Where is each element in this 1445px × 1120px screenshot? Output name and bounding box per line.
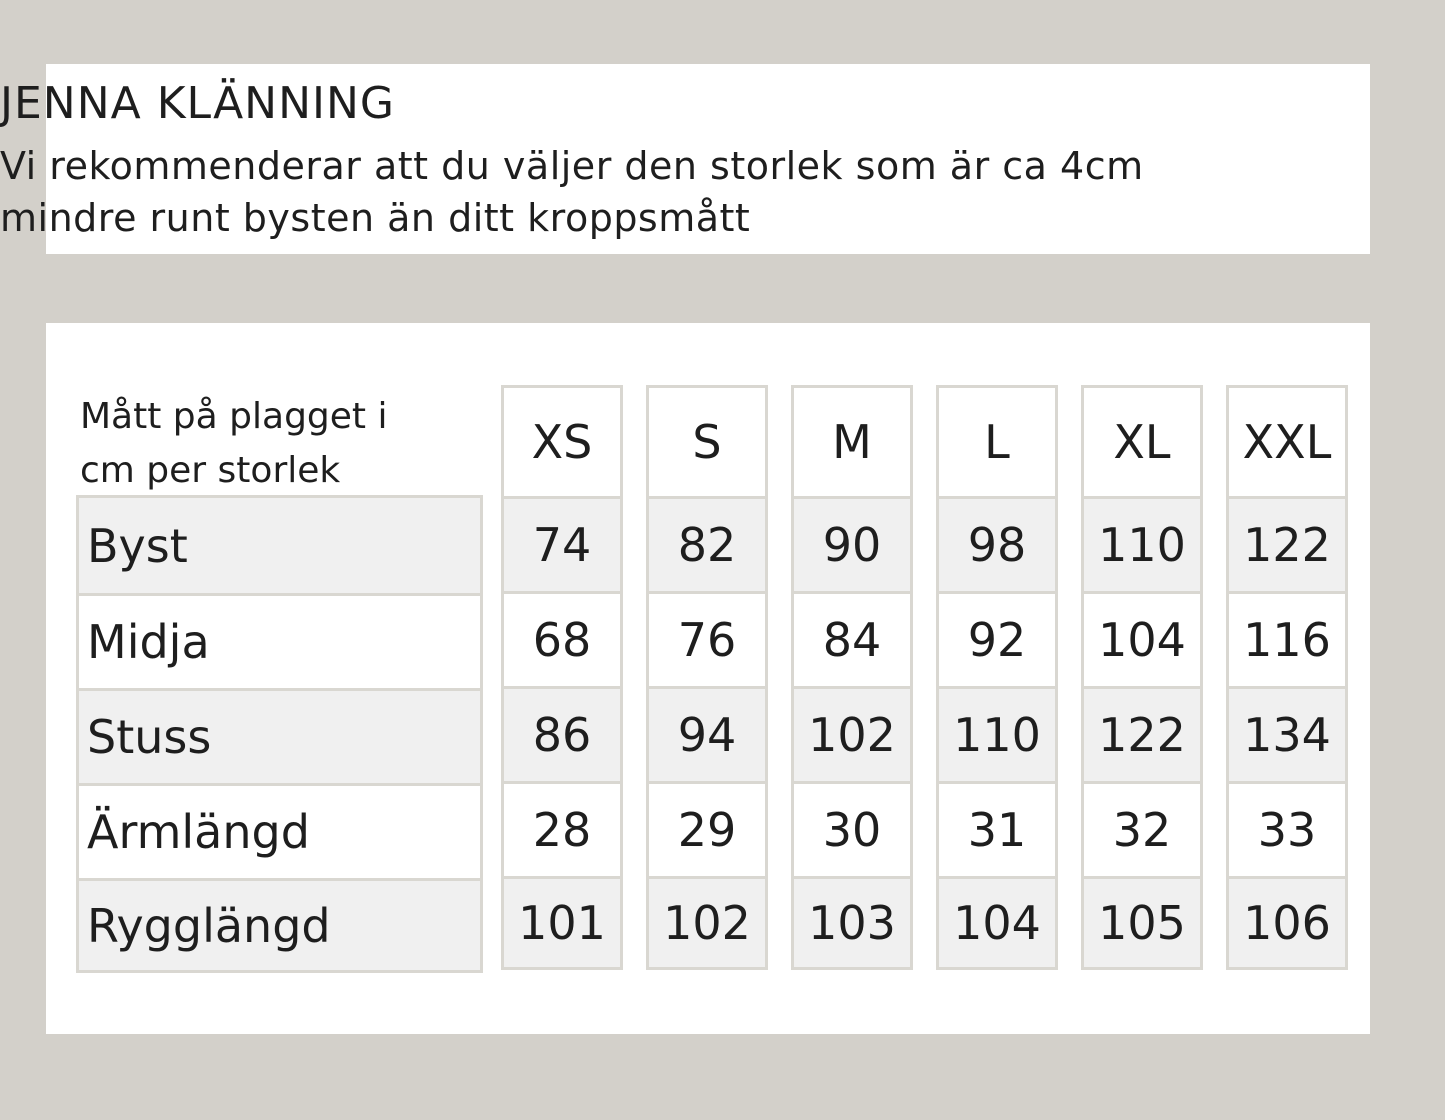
size-column-xl (1081, 385, 1203, 970)
subtitle-line-1: Vi rekommenderar att du väljer den storlek som är ca 4cm (0, 144, 1144, 188)
cell-s-armlangd: 29 (649, 781, 765, 876)
cell-l-midja: 92 (939, 591, 1055, 686)
table-corner-label (80, 390, 480, 498)
cell-xs-rygglangd: 101 (504, 876, 620, 967)
cell-xl-stuss: 122 (1084, 686, 1200, 781)
cell-xxl-midja: 116 (1229, 591, 1345, 686)
measurement-label-column (76, 495, 483, 973)
row-label-rygglangd: Rygglängd (79, 878, 480, 970)
cell-m-stuss: 102 (794, 686, 910, 781)
row-label-stuss: Stuss (79, 688, 480, 783)
size-column-m (791, 385, 913, 970)
size-header-m: M (794, 388, 910, 496)
cell-xl-midja: 104 (1084, 591, 1200, 686)
size-column-s (646, 385, 768, 970)
row-label-byst: Byst (79, 498, 480, 593)
row-label-armlangd: Ärmlängd (79, 783, 480, 878)
cell-xxl-rygglangd: 106 (1229, 876, 1345, 967)
cell-xs-stuss: 86 (504, 686, 620, 781)
cell-xl-armlangd: 32 (1084, 781, 1200, 876)
page-subtitle (0, 140, 1445, 244)
cell-xs-byst: 74 (504, 496, 620, 591)
cell-m-armlangd: 30 (794, 781, 910, 876)
cell-s-midja: 76 (649, 591, 765, 686)
size-column-xxl (1226, 385, 1348, 970)
corner-label-line-2: cm per storlek (80, 450, 341, 491)
corner-label-line-1: Mått på plagget i (80, 396, 388, 437)
cell-xl-byst: 110 (1084, 496, 1200, 591)
cell-xl-rygglangd: 105 (1084, 876, 1200, 967)
cell-s-rygglangd: 102 (649, 876, 765, 967)
cell-l-rygglangd: 104 (939, 876, 1055, 967)
size-header-xs: XS (504, 388, 620, 496)
subtitle-line-2: mindre runt bysten än ditt kroppsmått (0, 196, 751, 240)
page-title: JENNA KLÄNNING (0, 78, 395, 129)
cell-xs-armlangd: 28 (504, 781, 620, 876)
size-header-xl: XL (1084, 388, 1200, 496)
cell-xxl-stuss: 134 (1229, 686, 1345, 781)
cell-xxl-armlangd: 33 (1229, 781, 1345, 876)
size-column-l (936, 385, 1058, 970)
cell-l-armlangd: 31 (939, 781, 1055, 876)
cell-l-byst: 98 (939, 496, 1055, 591)
size-header-xxl: XXL (1229, 388, 1345, 496)
cell-m-midja: 84 (794, 591, 910, 686)
cell-xs-midja: 68 (504, 591, 620, 686)
row-label-midja: Midja (79, 593, 480, 688)
cell-m-byst: 90 (794, 496, 910, 591)
size-header-s: S (649, 388, 765, 496)
size-header-l: L (939, 388, 1055, 496)
cell-m-rygglangd: 103 (794, 876, 910, 967)
cell-l-stuss: 110 (939, 686, 1055, 781)
cell-xxl-byst: 122 (1229, 496, 1345, 591)
cell-s-byst: 82 (649, 496, 765, 591)
cell-s-stuss: 94 (649, 686, 765, 781)
size-column-xs (501, 385, 623, 970)
